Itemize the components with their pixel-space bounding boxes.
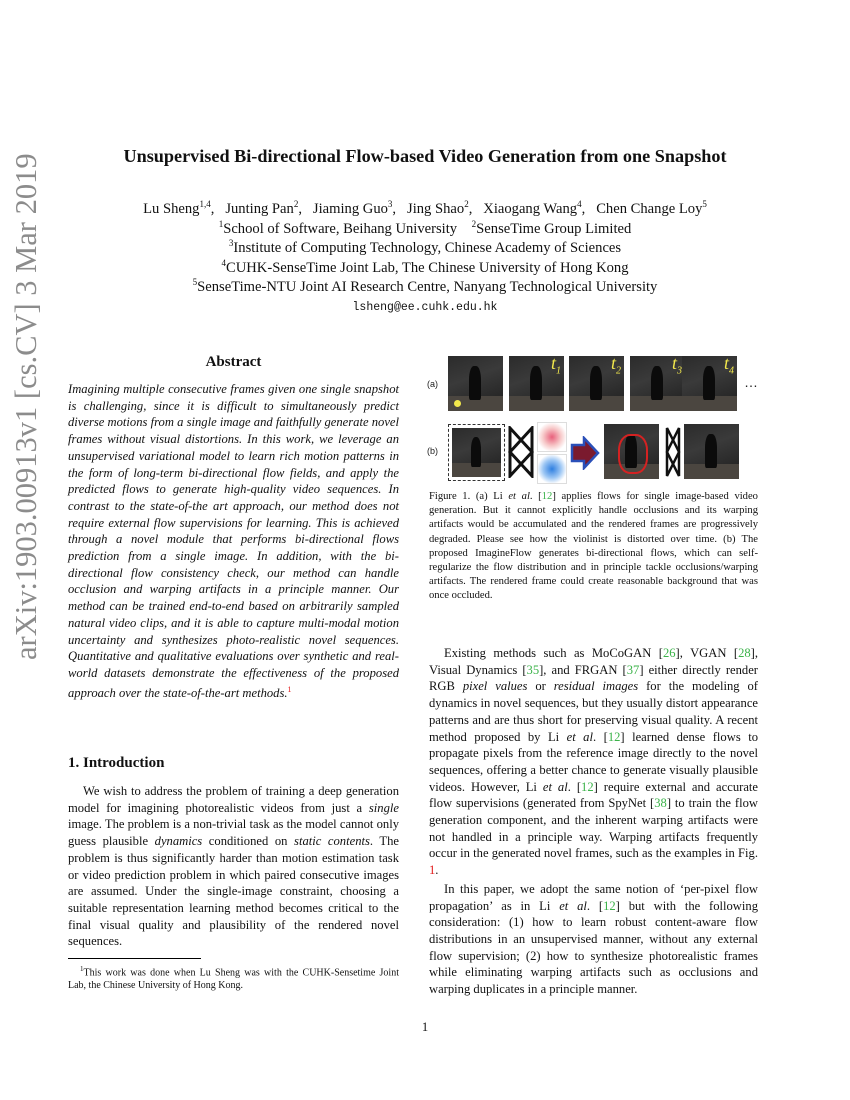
emph: et al [508,491,530,502]
text-run: ] applies flows for single image-based video generation. But it cannot explicitly handle occlusions and its warping artifacts would be accumulated and the rendered frames are progressively degraded. Please see how the violinist is distorted over time. (b) The proposed ImagineFlow generates bi-directional flows, which can self-regularize the flow distribution and in principle tackle occlusions/warping artifacts. The rendered frame could create reasonable background that was once occluded. [429,491,758,602]
affiliation: SenseTime-NTU Joint AI Research Centre, Nanyang Technological University [197,279,658,295]
citation-link[interactable]: 37 [626,662,640,677]
aff-sup: 2 [471,218,477,229]
footnote [68,963,399,992]
input-frame [452,428,501,477]
citation-link[interactable]: 12 [581,779,594,794]
affiliation: CUHK-SenseTime Joint Lab, The Chinese University of Hong Kong [225,259,629,276]
text-run: Existing methods such as MoCoGAN [ [444,646,663,660]
figure-label-a: (a) [427,379,438,389]
text-run: ] learned dense flows to propagate pixels from the reference image directly to the novel sequences, offering a better chance to generate visually plausible videos. However, Li [429,729,758,794]
author: Chen Change Loy [596,201,703,217]
author-block [0,200,850,317]
author-sup: 2 [293,199,299,209]
affiliation-line [0,278,850,298]
emph: single [368,800,399,815]
time-label: $t_3$ [671,356,682,377]
author-email[interactable]: lsheng@ee.cuhk.edu.hk [352,300,498,314]
section-heading-introduction: 1. Introduction [68,755,165,771]
figure-1 [420,354,765,484]
time-label: $t_1$ [550,356,561,377]
abstract-heading: Abstract [205,354,262,370]
citation-link[interactable]: 12 [603,898,616,913]
text-run: ] to train the flow generation component, and the inherent warping artifacts were not handled in a principle way. Warping artifacts frequently occur in the generated novel frames, such as the examples in Fig. [429,796,758,861]
affiliation-line [0,220,850,240]
video-frame-t3 [630,356,685,411]
footnote-mark[interactable]: 1 [287,684,292,694]
footnote-number: 1 [80,965,84,973]
affiliation: SenseTime Group Limited [476,220,632,237]
footnote-rule [68,958,201,959]
text-run: Figure 1. (a) Li [429,491,509,502]
emph: static contents [294,834,370,849]
affiliation-line [0,259,850,279]
paragraph [429,645,758,879]
encoder-decoder-icon [508,426,534,478]
right-column-text [429,645,758,998]
page-number: 1 [421,1020,429,1034]
input-frame-box [448,424,505,481]
citation-link[interactable]: 28 [738,646,751,660]
forward-flow-map [537,422,567,452]
citation-link[interactable]: 26 [662,646,676,660]
emph: residual images [553,679,639,694]
author-sup: 1,4 [199,199,211,209]
author-sup: 3 [387,199,393,209]
author-sup: 2 [464,199,469,209]
text-run: for the modeling of dynamics in novel sequences, but they usually distort appearance patterns and are thus short for preserving visual quality. A recent method proposed by Li [429,679,759,744]
emph: et al [559,898,587,913]
text-run: image. The problem is a non-trivial task as the model cannot only guess plausible [68,817,399,849]
text-run: ], VGAN [ [675,646,739,660]
affiliation: School of Software, Beihang University [223,220,458,237]
author: Lu Sheng [143,201,200,217]
abstract-body: Imagining multiple consecutive frames given one single snapshot is challenging, since it is difficult to simultaneously predict diverse motions from a single image and faithfully generate novel frames without visual distortions. In this work, we leverage an unsupervised variational model to learn rich motion patterns in the form of long-term bi-directional flow fields, and apply the predicted flows to generate high-quality video sequences. In contrast to the state-of-the art approach, our method does not require external flow supervisions for learning. This is achieved through a novel module that performs bi-directional flows prediction from a single image. In addition, with the bi-directional flow consistency check, our method can handle occlusion and warping artifacts in a principle manner. Our method can be trained end-to-end based on arbitrarily sampled natural video clips, and it is able to capture multi-modal motion uncertainty and synthesizes photo-realistic novel sequences. Quantitative and qualitative evaluations over synthetic and real-world datasets demonstrate the effectiveness of the proposed approach over the state-of-the-art methods. [68,382,399,700]
citation-link[interactable]: 12 [607,729,621,744]
arrow-icon [570,436,600,470]
text-run: . [435,863,439,878]
abstract-text [68,381,399,702]
text-run: . The problem is thus significantly harder than motion estimation task or video prediction problem in which paired consecutive images are assumed. Under the single-image constraint, choosing a suitable representation learning method becomes critical to the final visual quality and plausibility of the rendered novel sequences. [68,834,399,949]
affiliation-line [0,239,850,259]
video-frame-input [448,356,503,411]
aff-sup: 1 [218,218,224,229]
text-run: We wish to address the problem of training a deep generation model for imagining photorealistic videos from just a [68,784,399,815]
text-run: or [527,679,554,694]
rendered-frame [604,424,659,479]
arxiv-identifier: arXiv:1903.00913v1 [cs.CV] 3 Mar 2019 [9,153,43,660]
author: Junting Pan [225,201,294,217]
footnote-text: This work was done when Lu Sheng was with the CUHK-Sensetime Joint Lab, the Chinese University of Hong Kong. [68,967,399,992]
emph: et al [542,779,568,794]
affiliation: Institute of Computing Technology, Chinese Academy of Sciences [233,240,622,256]
figure-link[interactable]: 1 [429,863,436,878]
text-run: ], Visual Dynamics [ [429,646,758,677]
marker-dot [454,400,461,407]
time-label: $t_2$ [610,356,621,377]
text-run: . [ [567,779,582,794]
citation-link[interactable]: 38 [654,796,667,811]
emph: pixel values [462,679,528,694]
author: Jing Shao [407,201,465,217]
figure-caption [429,490,758,604]
aff-sup: 4 [221,257,226,268]
output-frame [684,424,739,479]
author-list: Lu Sheng$^{1,4}$, Junting Pan$^2$, Jiaming Guo$^3$, Jing Shao$^2$, Xiaogang Wang$^4$, Chen Change Loy$^5$ [143,199,707,217]
citation-link[interactable]: 35 [526,662,540,677]
text-run: conditioned on [202,834,295,849]
text-run: ] but with the following consideration: (1) how to learn robust content-aware flow distributions in an unsupervised manner, without any external flow supervision; (2) how to synthesize photorealistic frames while eliminating warping artifacts such as occlusions and warping duplicates in a principle manner. [429,898,758,997]
paper-title: Unsupervised Bi-directional Flow-based Video Generation from one Snapshot [123,146,727,166]
intro-paragraph [68,783,399,950]
text-run: ] require external and accurate flow supervisions (generated from SpyNet [ [429,779,758,811]
paragraph [429,881,758,998]
aff-sup: 3 [228,238,234,248]
figure-label-b: (b) [427,446,438,456]
text-run: ], and FRGAN [ [539,662,627,677]
backward-flow-map [537,454,567,484]
author-sup: 4 [577,199,582,209]
text-run: . [ [592,729,608,744]
encoder-decoder-icon [665,426,681,478]
occlusion-highlight [618,434,648,474]
text-run: ] either directly render RGB [429,662,758,694]
video-frame-t4 [682,356,737,411]
text-run: . [ [529,491,542,502]
video-frame-t1 [509,356,564,411]
video-frame-t2 [569,356,624,411]
author: Xiaogang Wang [483,201,578,217]
aff-sup: 5 [192,277,198,287]
text-run: . [ [586,898,604,913]
emph: et al [566,729,593,744]
text-run: In this paper, we adopt the same notion of ‘per-pixel flow propagation’ as in Li [429,881,758,913]
ellipsis: … [744,374,758,390]
emph: dynamics [154,834,203,849]
author-sup: 5 [702,199,707,209]
author: Jiaming Guo [312,201,388,217]
citation-link[interactable]: 12 [541,491,553,502]
time-label: $t_4$ [723,356,734,377]
